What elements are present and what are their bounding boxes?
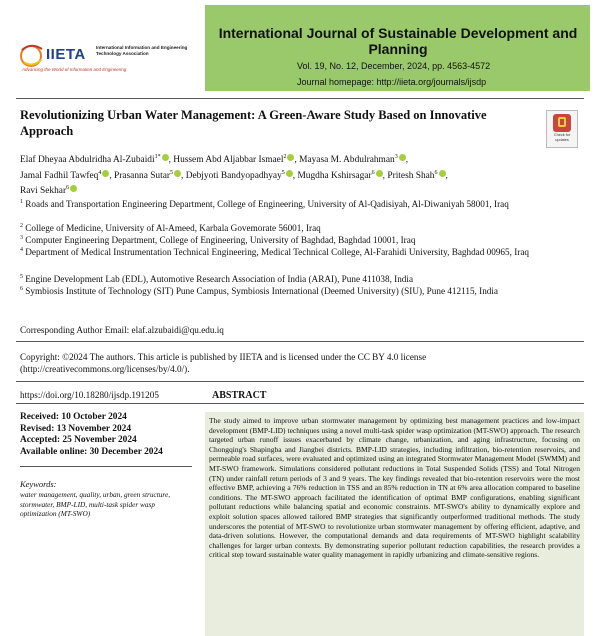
orcid-icon[interactable] bbox=[70, 185, 77, 192]
affiliation: $^4$ Department of Medical Instrumentation Technical Engineering, Medical Technical College, Al-Farahidi University, Baghdad 00965, Iraq bbox=[20, 247, 529, 258]
logo-name: IIETA bbox=[46, 46, 86, 63]
journal-title: International Journal of Sustainable Development and Planning bbox=[218, 25, 578, 57]
logo-tagline: Advancing the World of Information and Engineering bbox=[22, 67, 127, 72]
abstract-heading: ABSTRACT bbox=[212, 390, 267, 401]
author-name: Elaf Dheyaa Abdulridha Al-Zubaidi bbox=[20, 155, 155, 166]
abstract-box bbox=[205, 412, 584, 636]
orcid-icon[interactable] bbox=[286, 170, 293, 177]
orcid-icon[interactable] bbox=[439, 170, 446, 177]
article-info bbox=[20, 412, 192, 518]
author-name: , Prasanna Sutar bbox=[109, 170, 170, 181]
author-sup: 3 bbox=[394, 154, 398, 160]
author-list: Elaf Dheyaa Abdulridha Al-Zubaidi$^{1*}$ , Hussem Abd Aljabbar Ismael$^2$ , Mayasa M. Abdulrahman$^3$ , Jamal Fadhil Tawfeq$^4$ , Prasanna Sutar$^5$ , Debjyoti Bandyopadhyay$^5$ , Mugdha Kshirsagar$^6$ , Pritesh Shah$^6$ , Ravi Sekhar$^6$ bbox=[20, 154, 448, 197]
available-date: Available online: 30 December 2024 bbox=[20, 446, 163, 457]
received-date: Received: 10 October 2024 bbox=[20, 412, 127, 422]
check-for-updates-icon bbox=[553, 114, 571, 132]
accepted-date: Accepted: 25 November 2024 bbox=[20, 435, 137, 446]
iieta-logo bbox=[18, 40, 188, 72]
orcid-icon[interactable] bbox=[399, 154, 406, 161]
copyright-notice: Copyright: ©2024 The authors. This article is published by IIETA and is licensed under the CC BY 4.0 license (http://creativecommons.org/licenses/by/4.0/). bbox=[20, 352, 427, 374]
keywords-text: water management, quality, urban, green structure, stormwater, BMP-LID, multi-task spider wasp optimization (MT-SWO) bbox=[20, 490, 171, 518]
journal-homepage-link[interactable]: Journal homepage: http://iieta.org/journals/ijsdp bbox=[297, 77, 487, 87]
author-sup: 1* bbox=[154, 154, 161, 160]
author-sup: 6 bbox=[66, 185, 70, 192]
author-name: , Hussem Abd Aljabbar Ismael bbox=[168, 155, 284, 166]
affiliation: $^5$ Engine Development Lab (EDL), Automotive Research Association of India (ARAI), Pune 411038, India bbox=[20, 274, 414, 285]
author-name: Ravi Sekhar bbox=[20, 186, 67, 197]
iieta-logo-icon bbox=[18, 42, 46, 68]
article-dates bbox=[20, 412, 192, 458]
header-divider bbox=[16, 98, 584, 99]
affiliation: $^2$ College of Medicine, University of Al-Ameed, Karbala Govemorate 56001, Iraq bbox=[20, 223, 321, 234]
divider bbox=[16, 403, 584, 404]
orcid-icon[interactable] bbox=[376, 170, 383, 177]
author-sup: 6 bbox=[434, 169, 438, 176]
author-name: , Pritesh Shah bbox=[382, 170, 435, 181]
journal-header-box bbox=[205, 5, 590, 91]
divider bbox=[20, 466, 192, 467]
author-name: , Mayasa M. Abdulrahman bbox=[294, 155, 395, 166]
check-for-updates-button[interactable] bbox=[546, 110, 578, 148]
author-sup: 5 bbox=[170, 169, 173, 176]
divider bbox=[16, 341, 584, 342]
author-name: , Mugdha Kshirsagar bbox=[292, 170, 372, 181]
author-name: , Debjyoti Bandyopadhyay bbox=[181, 170, 282, 181]
check-for-updates-label: Check for updates bbox=[553, 133, 571, 142]
corresponding-author-email[interactable]: Corresponding Author Email: elaf.alzubaidi@qu.edu.iq bbox=[20, 325, 224, 335]
paper-title: Revolutionizing Urban Water Management: A Green-Aware Study Based on Innovative Approach bbox=[20, 108, 487, 138]
abstract-text: The study aimed to improve urban stormwater management by optimizing best management practices and low-impact development (BMP-LID) techniques using a novel multi-task spider wasp optimization (MT-SWO) approach. The research targeted urban runoff issues exacerbated by climate change, urbanization, and aging infrastructure, focusing on Chongqing's Shapingba and Jiangbei districts. BMP-LID strategies, including infiltration, bio-retention reservoirs, and permeable road surfaces, were evaluated and optimized using an integrated Stormwater Management Model (SWMM) and MT-SWO framework. Simulations considered pollutant reductions in Total Suspended Solids (TSS) and Total Nitrogen (TN) under rainfall return periods of 3 and 9 years. The key findings revealed that bio-retention reservoirs were the most effective BMP, achieving a 76% reduction in TSS and an 85% reduction in TN at 6% area allocation compared to baseline conditions. The MT-SWO approach facilitated the identification of optimal BMP configurations, enabling significant pollutant reductions while balancing spatial and economic constraints. MT-SWO's ability to dynamically explore and exploit solution spaces allowed tailored BMP strategies that significantly outperformed traditional methods. The study underscores the potential of MT-SWO to revolutionize urban stormwater management by offering efficient, adaptive, and data-driven solutions. However, the computational demands and data requirements of MT-SWO highlight scalability challenges for larger urban contexts. By demonstrating superior pollutant reduction capabilities, the research provides a critical step toward sustainable water quality management in rapidly urbanizing and climate-sensitive regions. bbox=[209, 416, 580, 560]
author-sup: 5 bbox=[281, 169, 285, 176]
affiliation: $^6$ Symbiosis Institute of Technology (SIT) Pune Campus, Symbiosis International (Deemed University) (SIU), Pune 412115, India bbox=[20, 286, 499, 297]
orcid-icon[interactable] bbox=[162, 154, 169, 161]
orcid-icon[interactable] bbox=[174, 170, 181, 177]
author-sup: 4 bbox=[98, 169, 102, 176]
logo-subtitle: International Information and Engineering Technology Association bbox=[96, 45, 188, 56]
affiliation: $^1$ Roads and Transportation Engineering Department, College of Engineering, University of Al-Qadisiyah, Al-Diwaniyah 58001, Iraq bbox=[20, 199, 509, 210]
keywords-heading: Keywords: bbox=[20, 479, 57, 490]
divider bbox=[16, 381, 584, 382]
revised-date: Revised: 13 November 2024 bbox=[20, 423, 132, 434]
author-sup: 2 bbox=[283, 154, 287, 160]
affiliation: $^3$ Computer Engineering Department, College of Engineering, University of Baghdad, Baghdad 10001, Iraq bbox=[20, 235, 416, 246]
journal-volume: Vol. 19, No. 12, December, 2024, pp. 4563-4572 bbox=[297, 61, 491, 71]
author-name: Jamal Fadhil Tawfeq bbox=[20, 170, 99, 181]
author-sup: 6 bbox=[371, 169, 375, 176]
doi-link[interactable]: https://doi.org/10.18280/ijsdp.191205 bbox=[20, 390, 159, 400]
